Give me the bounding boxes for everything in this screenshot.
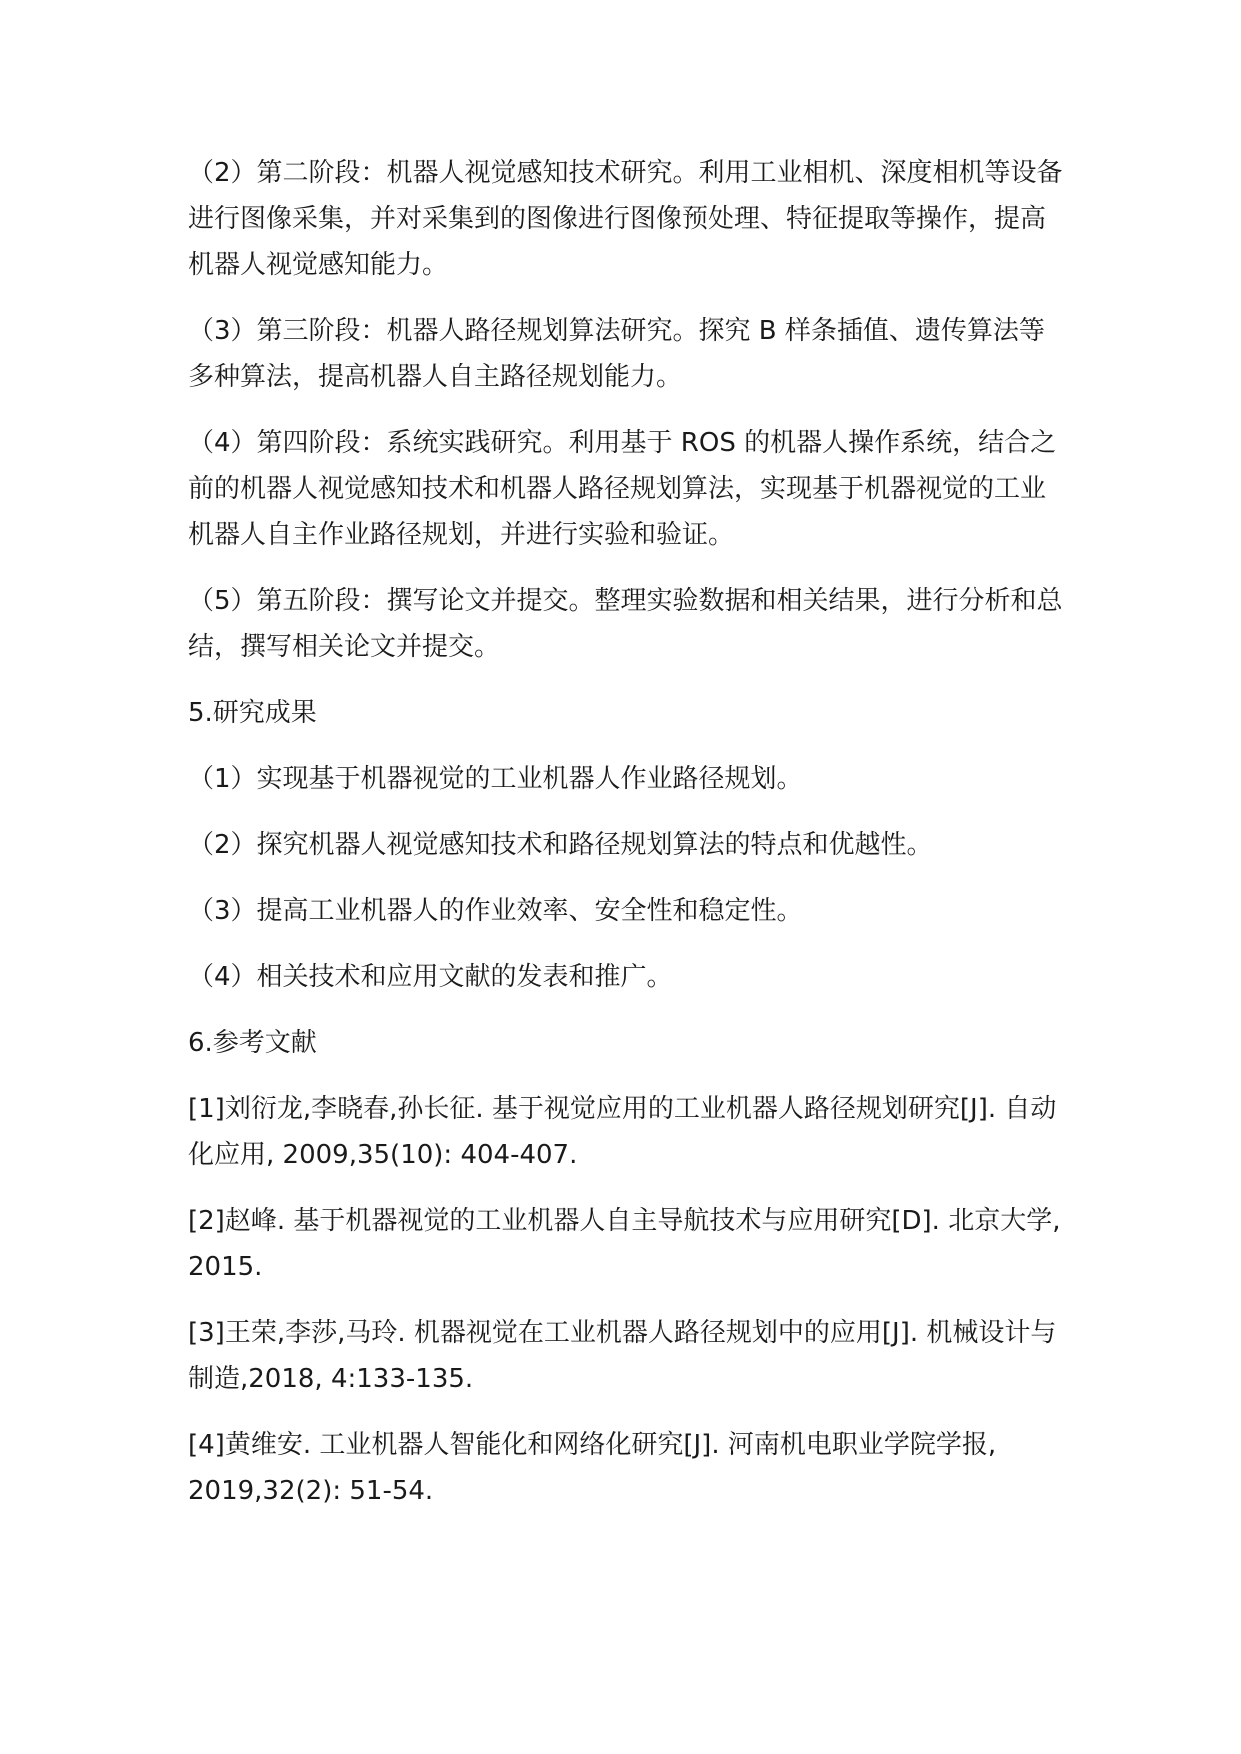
result-item-3: （3）提高工业机器人的作业效率、安全性和稳定性。	[188, 896, 803, 926]
result-item-4: （4）相关技术和应用文献的发表和推广。	[188, 962, 673, 992]
reference-item-2: [2]赵峰. 基于机器视觉的工业机器人自主导航技术与应用研究[D]. 北京大学, 2015.	[188, 1206, 1061, 1282]
document-body	[188, 150, 1068, 1534]
result-item-2: （2）探究机器人视觉感知技术和路径规划算法的特点和优越性。	[188, 830, 933, 860]
reference-item-3: [3]王荣,李莎,马玲. 机器视觉在工业机器人路径规划中的应用[J]. 机械设计与制造,2018, 4:133-135.	[188, 1318, 1057, 1394]
result-item-1: （1）实现基于机器视觉的工业机器人作业路径规划。	[188, 764, 803, 794]
stage-5-paragraph: （5）第五阶段：撰写论文并提交。整理实验数据和相关结果，进行分析和总结，撰写相关论文并提交。	[188, 586, 1063, 662]
stage-4-paragraph: （4）第四阶段：系统实践研究。利用基于 ROS 的机器人操作系统，结合之前的机器人视觉感知技术和机器人路径规划算法，实现基于机器视觉的工业机器人自主作业路径规划，并进行实验和验证。	[188, 428, 1057, 550]
stage-2-paragraph: （2）第二阶段：机器人视觉感知技术研究。利用工业相机、深度相机等设备进行图像采集，并对采集到的图像进行图像预处理、特征提取等操作，提高机器人视觉感知能力。	[188, 158, 1063, 280]
references-heading: 6.参考文献	[188, 1028, 317, 1058]
stage-3-paragraph: （3）第三阶段：机器人路径规划算法研究。探究 B 样条插值、遗传算法等多种算法，提高机器人自主路径规划能力。	[188, 316, 1045, 392]
reference-item-1: [1]刘衍龙,李晓春,孙长征. 基于视觉应用的工业机器人路径规划研究[J]. 自动化应用, 2009,35(10): 404-407.	[188, 1094, 1057, 1170]
results-heading: 5.研究成果	[188, 698, 317, 728]
reference-item-4: [4]黄维安. 工业机器人智能化和网络化研究[J]. 河南机电职业学院学报, 2019,32(2): 51-54.	[188, 1430, 997, 1506]
